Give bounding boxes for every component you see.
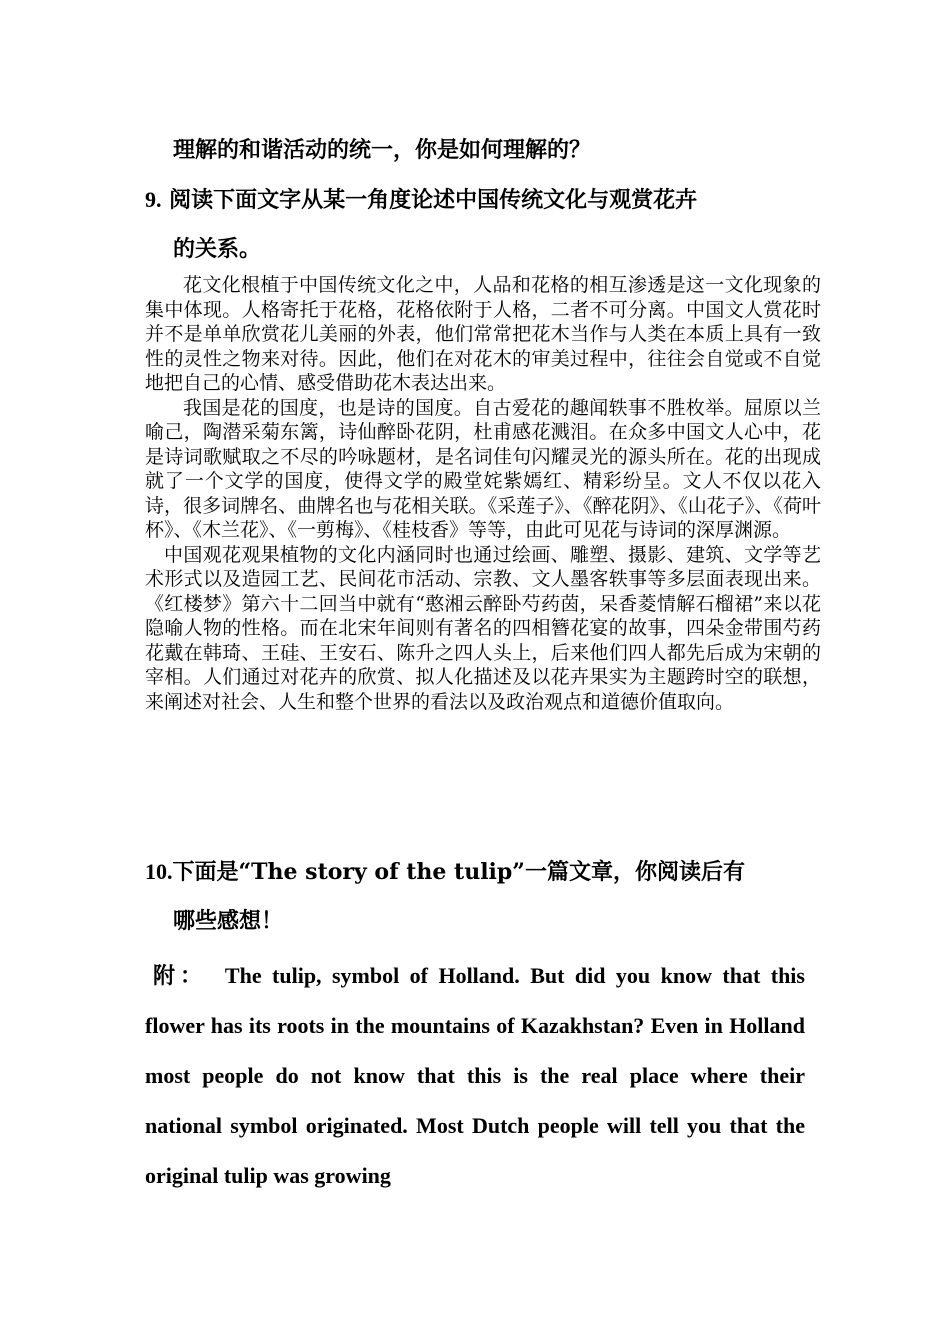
passage-paragraph-1: 花文化根植于中国传统文化之中，人品和花格的相互渗透是这一文化现象的集中体现。人格寄托于花格，花格依附于人格，二者不可分离。中国文人赏花时并不是单单欣赏花儿美丽的外表，他们常常把花木当作与人类在本质上具有一致性的灵性之物来对待。因此，他们在对花木的审美过程中，往往会自觉或不自觉地把自己的心情、感受借助花木表达出来。 xyxy=(145,274,821,394)
question-8-continuation: 理解的和谐活动的统一，你是如何理解的？ xyxy=(173,137,592,163)
appendix-text xyxy=(145,951,805,1201)
question-9-number: 9. xyxy=(145,187,162,212)
question-9-line-2: 的关系。 xyxy=(173,236,262,262)
question-10-line-1 xyxy=(145,857,745,887)
question-9-line-1 xyxy=(145,185,697,215)
appendix-label: 附： xyxy=(153,963,207,989)
reading-passage xyxy=(145,273,821,714)
passage-paragraph-3: 中国观花观果植物的文化内涵同时也通过绘画、雕塑、摄影、建筑、文学等艺术形式以及造园工艺、民间花市活动、宗教、文人墨客轶事等多层面表现出来。《红楼梦》第六十二回当中就有“憨湘云醉卧芍药茵，呆香菱情解石榴裙”来以花隐喻人物的性格。而在北宋年间则有著名的四相簪花宴的故事，四朵金带围芍药花戴在韩琦、王硅、王安石、陈升之四人头上，后来他们四人都先后成为宋朝的宰相。人们通过对花卉的欣赏、拟人化描述及以花卉果实为主题跨时空的联想，来阐述对社会、人生和整个世界的看法以及政治观点和道德价值取向。 xyxy=(145,543,821,713)
question-9-text: 阅读下面文字从某一角度论述中国传统文化与观赏花卉 xyxy=(169,187,698,213)
question-10-number: 10. xyxy=(145,859,173,884)
question-10-text: 下面是“The story of the tulip”一篇文章，你阅读后有 xyxy=(172,859,745,885)
appendix-english-text: The tulip, symbol of Holland. But did you know that this flower has its roots in the mountains of Kazakhstan? Even in Holland most people do not know that this is the real place where their national symbol originated. Most Dutch people will tell you that the original tulip was growing xyxy=(145,963,805,1188)
passage-paragraph-2: 我国是花的国度，也是诗的国度。自古爱花的趣闻轶事不胜枚举。屈原以兰喻己，陶潜采菊东篱，诗仙醉卧花阴，杜甫感花溅泪。在众多中国文人心中，花是诗词歌赋取之不尽的吟咏题材，是名词佳句闪耀灵光的源头所在。花的出现成就了一个文学的国度，使得文学的殿堂姹紫嫣红、精彩纷呈。文人不仅以花入诗，很多词牌名、曲牌名也与花相关联。《采莲子》、《醉花阴》、《山花子》、《荷叶杯》、《木兰花》、《一剪梅》、《桂枝香》等等，由此可见花与诗词的深厚渊源。 xyxy=(145,396,821,541)
question-10-line-2: 哪些感想！ xyxy=(173,908,284,934)
